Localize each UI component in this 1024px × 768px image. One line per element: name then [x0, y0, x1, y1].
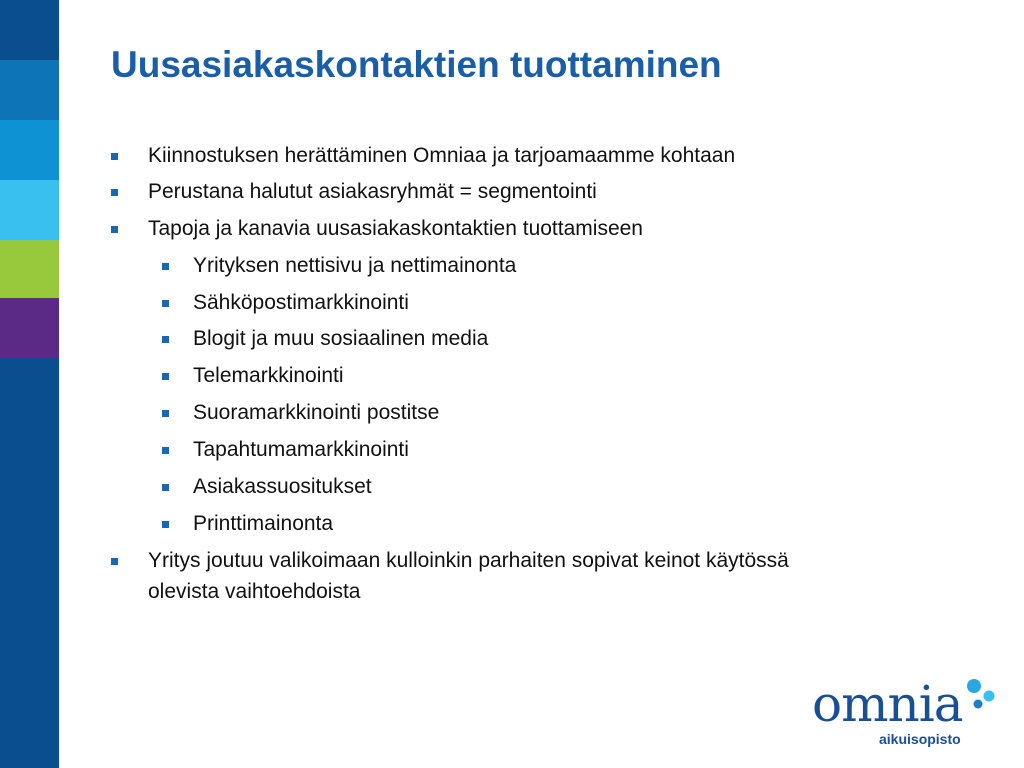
list-item-text: Perustana halutut asiakasryhmät = segmentointi: [148, 180, 597, 203]
square-bullet-icon: [111, 153, 118, 160]
sub-list-item-text: Tapahtumamarkkinointi: [193, 438, 409, 461]
list-item-text-continuation: olevista vaihtoehdoista: [148, 580, 361, 603]
sub-list-item-text: Printtimainonta: [193, 512, 334, 535]
sub-list-item-text: Telemarkkinointi: [193, 364, 344, 387]
sub-list-item-text: Asiakassuositukset: [193, 475, 372, 498]
list-item-text: Kiinnostuksen herättäminen Omniaa ja tarjoamaamme kohtaan: [148, 144, 736, 167]
square-bullet-icon: [162, 300, 169, 307]
logo-subtitle: aikuisopisto: [879, 731, 961, 747]
square-bullet-icon: [162, 484, 169, 491]
logo-dots-icon: [961, 676, 1001, 716]
square-bullet-icon: [162, 447, 169, 454]
list-item-text: Yritys joutuu valikoimaan kulloinkin parhaiten sopivat keinot käytössä: [148, 549, 789, 572]
logo-wordmark: omnia: [812, 675, 963, 733]
sub-list-item-text: Suoramarkkinointi postitse: [193, 401, 440, 424]
sub-list-item-text: Sähköpostimarkkinointi: [193, 291, 409, 314]
square-bullet-icon: [111, 558, 118, 565]
square-bullet-icon: [162, 410, 169, 417]
square-bullet-icon: [162, 263, 169, 270]
sub-list-item-text: Yrityksen nettisivu ja nettimainonta: [193, 254, 517, 277]
sub-list-item-text: Blogit ja muu sosiaalinen media: [193, 327, 489, 350]
square-bullet-icon: [162, 336, 169, 343]
square-bullet-icon: [162, 373, 169, 380]
square-bullet-icon: [111, 226, 118, 233]
square-bullet-icon: [162, 521, 169, 528]
omnia-logo: [812, 676, 1002, 756]
square-bullet-icon: [111, 189, 118, 196]
list-item-text: Tapoja ja kanavia uusasiakaskontaktien tuottamiseen: [148, 217, 643, 240]
slide-title: Uusasiakaskontaktien tuottaminen: [111, 44, 722, 85]
